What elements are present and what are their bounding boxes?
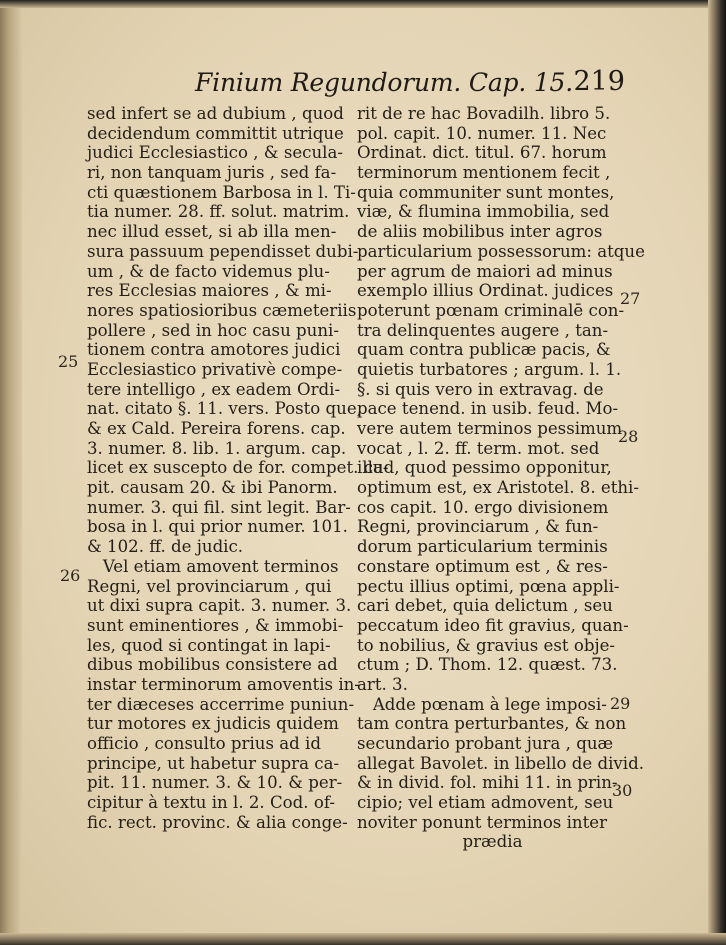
page-top-edge (0, 0, 726, 8)
text-line: pit. causam 20. & ibi Panorm. (87, 478, 338, 498)
text-line: nores spatiosioribus cæmeteriis (87, 300, 357, 320)
text-line: cti quæstionem Barbosa in l. Ti- (87, 182, 356, 202)
text-line: tere intelligo , ex eadem Ordi- (87, 379, 341, 399)
text-line: res Ecclesias maiores , & mi- (87, 281, 332, 301)
margin-number-30: 30 (612, 781, 633, 800)
page-right-edge (708, 0, 726, 945)
text-line: prædia (357, 832, 523, 852)
text-line: instar terminorum amoventis in- (87, 674, 360, 694)
text-line: fic. rect. provinc. & alia conge- (87, 812, 348, 832)
text-line: nat. citato §. 11. vers. Posto que, (87, 399, 362, 419)
margin-number-25: 25 (58, 352, 79, 371)
text-line: sura passuum pependisset dubi- (87, 241, 359, 261)
text-line: Ecclesiastico privativè compe- (87, 359, 343, 379)
text-line: rit de re hac Bovadilh. libro 5. (357, 104, 611, 123)
text-line: tionem contra amotores judici (87, 340, 341, 360)
text-line: vere autem terminos pessimum (357, 419, 623, 438)
margin-number-26: 26 (60, 566, 81, 585)
text-line: & in divid. fol. mihi 11. in prin- (357, 773, 618, 793)
text-line: quam contra publicæ pacis, & (357, 340, 611, 360)
text-line: sunt eminentiores , & immobi- (87, 615, 344, 635)
margin-number-27: 27 (620, 289, 641, 308)
text-line: particularium possessorum: atque (357, 241, 645, 261)
text-line: per agrum de maiori ad minus (357, 261, 613, 281)
text-line: quietis turbatores ; argum. l. 1. (357, 359, 622, 379)
text-line: ri, non tanquam juris , sed fa- (87, 163, 337, 183)
margin-number-29: 29 (610, 694, 631, 713)
text-line: peccatum ideo fit gravius, quan- (357, 615, 629, 635)
text-line: officio , consulto prius ad id (87, 734, 321, 753)
text-line: pace tenend. in usib. feud. Mo- (357, 399, 619, 419)
running-title: Finium Regundorum. Cap. 15. (195, 68, 574, 97)
text-line: quia communiter sunt montes, (357, 182, 615, 202)
text-line: to nobilius, & gravius est obje- (357, 635, 616, 655)
text-line: allegat Bavolet. in libello de divid. (357, 753, 645, 773)
text-line: numer. 3. qui fil. sint legit. Bar- (87, 497, 351, 517)
text-line: decidendum committit utrique (87, 123, 344, 143)
text-line: constare optimum est , & res- (357, 556, 608, 576)
text-line: secundario probant jura , quæ (357, 734, 614, 753)
binding-gutter (0, 0, 22, 945)
text-line: tur motores ex judicis quidem (87, 714, 339, 734)
text-line: ut dixi supra capit. 3. numer. 3. (87, 596, 352, 616)
text-line: viæ, & flumina immobilia, sed (357, 202, 610, 222)
text-line: noviter ponunt terminos inter (357, 812, 608, 832)
text-line: terminorum mentionem fecit , (357, 163, 611, 183)
text-line: dibus mobilibus consistere ad (87, 655, 338, 675)
text-line: pol. capit. 10. numer. 11. Nec (357, 123, 607, 143)
text-line: um , & de facto videmus plu- (87, 261, 330, 281)
text-line: de aliis mobilibus inter agros (357, 222, 603, 242)
text-line: tam contra perturbantes, & non (357, 714, 627, 734)
text-line: 3. numer. 8. lib. 1. argum. cap. (87, 438, 347, 458)
text-line: pollere , sed in hoc casu puni- (87, 320, 339, 340)
text-line: cari debet, quia delictum , seu (357, 596, 613, 616)
text-line: poterunt pœnam criminalē con- (357, 300, 625, 320)
page-bottom-edge (0, 933, 726, 945)
text-line: cipio; vel etiam admovent, seu (357, 793, 614, 813)
page-number: 219 (573, 66, 625, 97)
text-line: les, quod si contingat in lapi- (87, 635, 331, 655)
text-line: Vel etiam amovent terminos (87, 556, 339, 576)
text-line: cos capit. 10. ergo divisionem (357, 497, 609, 517)
text-line: cipitur à textu in l. 2. Cod. of- (87, 793, 335, 813)
text-line: nec illud esset, si ab illa men- (87, 222, 337, 242)
text-line: dorum particularium terminis (357, 537, 608, 557)
text-line: tra delinquentes augere , tan- (357, 320, 609, 340)
text-line: tia numer. 28. ff. solut. matrim. (87, 202, 350, 222)
text-line: ctum ; D. Thom. 12. quæst. 73. (357, 655, 618, 675)
text-line: licet ex suscepto de for. compet. ca- (87, 458, 389, 478)
text-line: ter diæceses accerrime puniun- (87, 694, 355, 714)
text-line: Regni, provinciarum , & fun- (357, 517, 599, 537)
text-line: optimum est, ex Aristotel. 8. ethi- (357, 478, 639, 498)
text-line: Adde pœnam à lege imposi- (357, 694, 607, 714)
text-line: vocat , l. 2. ff. term. mot. sed (357, 438, 600, 458)
margin-number-28: 28 (618, 427, 639, 446)
text-line: pit. 11. numer. 3. & 10. & per- (87, 773, 343, 793)
text-line: principe, ut habetur supra ca- (87, 753, 340, 773)
text-line: Ordinat. dict. titul. 67. horum (357, 143, 607, 163)
page-header (195, 66, 625, 106)
text-line: exemplo illius Ordinat. judices (357, 281, 614, 301)
text-line: illud, quod pessimo opponitur, (357, 458, 612, 478)
text-line: Regni, vel provinciarum , qui (87, 576, 332, 596)
text-line: art. 3. (357, 674, 408, 694)
text-line: sed infert se ad dubium , quod (87, 104, 344, 123)
text-line: & 102. ff. de judic. (87, 537, 244, 557)
text-line: bosa in l. qui prior numer. 101. (87, 517, 348, 537)
text-line: & ex Cald. Pereira forens. cap. (87, 419, 346, 438)
text-line: pectu illius optimi, pœna appli- (357, 576, 620, 596)
text-line: judici Ecclesiastico , & secula- (87, 143, 343, 163)
text-line: §. si quis vero in extravag. de (357, 379, 604, 399)
